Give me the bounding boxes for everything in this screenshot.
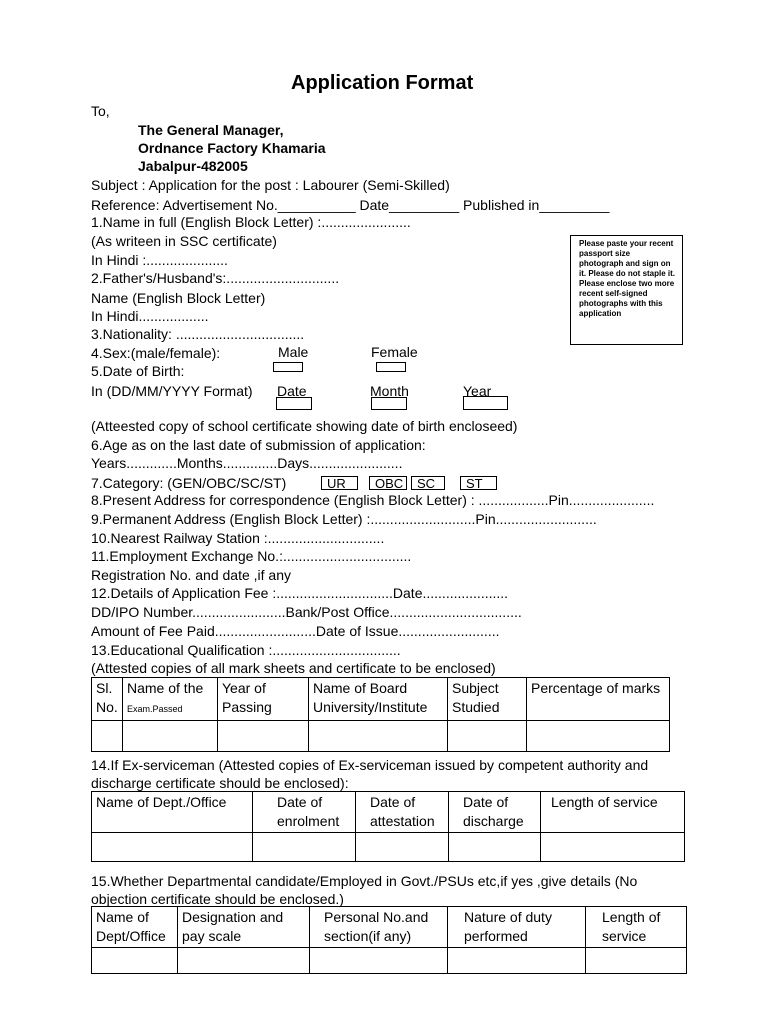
employment-exchange-field: 11.Employment Exchange No.:................................. xyxy=(91,548,412,564)
departmental-candidate-label: 15.Whether Departmental candidate/Employed in Govt./PSUs etc,if yes ,give details (No objection certificate should be enclosed.) xyxy=(91,873,638,907)
table-row[interactable] xyxy=(92,833,685,862)
table-cell[interactable] xyxy=(356,833,449,862)
category-label: 7.Category: (GEN/OBC/SC/ST) xyxy=(91,475,287,491)
railway-station-field: 10.Nearest Railway Station :.............................. xyxy=(91,530,385,546)
category-ur-box[interactable]: UR xyxy=(321,476,358,490)
table-row[interactable] xyxy=(92,721,670,752)
dob-year-label: Year xyxy=(463,383,492,399)
header-year-of-passing: Year of Passing xyxy=(222,680,272,715)
salutation: To, xyxy=(91,103,110,119)
category-st-box[interactable]: ST xyxy=(460,476,497,490)
col-discharge xyxy=(449,792,541,833)
col-board xyxy=(309,678,448,721)
col-subject xyxy=(448,678,527,721)
male-checkbox[interactable] xyxy=(273,362,303,372)
dob-date-box[interactable] xyxy=(276,397,312,410)
registration-field: Registration No. and date ,if any xyxy=(91,567,292,583)
application-fee-field: 12.Details of Application Fee :..............................Date...................... xyxy=(91,585,509,601)
header-enrolment: Date of enrolment xyxy=(277,794,340,829)
header-attestation: Date of attestation xyxy=(370,794,435,829)
col-enrolment xyxy=(253,792,356,833)
table-cell[interactable] xyxy=(92,721,123,752)
header-length-service-2: Length of service xyxy=(602,909,661,944)
header-dept-office: Name of Dept./Office xyxy=(96,794,227,810)
fee-amount-field: Amount of Fee Paid..........................Date of Issue.......................... xyxy=(91,623,500,639)
table-cell[interactable] xyxy=(448,948,586,974)
age-field: Years.............Months..............Days........................ xyxy=(91,455,403,471)
header-name-of-the: Name of the xyxy=(127,680,204,696)
photo-box[interactable] xyxy=(570,235,683,345)
table-cell[interactable] xyxy=(92,833,253,862)
col-sl-no xyxy=(92,678,123,721)
photo-instructions: Please paste your recent passport size photograph and sign on it. Please do not staple it. Please enclose two more recent self-signed photographs with this application xyxy=(579,239,676,318)
header-percentage: Percentage of marks xyxy=(531,680,661,696)
table-cell[interactable] xyxy=(178,948,310,974)
col-dept-office-2 xyxy=(92,907,178,948)
header-discharge: Date of discharge xyxy=(463,794,524,829)
table-cell[interactable] xyxy=(310,948,448,974)
col-designation xyxy=(178,907,310,948)
page-title: Application Format xyxy=(291,72,474,94)
hindi-name-field: In Hindi :..................... xyxy=(91,252,228,268)
father-husband-field: 2.Father's/Husband's:............................. xyxy=(91,270,340,286)
departmental-table xyxy=(91,906,687,974)
header-dept-office-2: Name of Dept/Office xyxy=(96,909,166,944)
dob-label: 5.Date of Birth: xyxy=(91,363,185,379)
address-line-3: Jabalpur-482005 xyxy=(138,158,248,174)
header-exam-passed: Exam.Passed xyxy=(127,704,183,714)
col-nature-duty xyxy=(448,907,586,948)
table-cell[interactable] xyxy=(541,833,685,862)
dob-month-label: Month xyxy=(370,383,409,399)
age-label: 6.Age as on the last date of submission of application: xyxy=(91,437,426,453)
table-cell[interactable] xyxy=(449,833,541,862)
table-cell[interactable] xyxy=(123,721,218,752)
sex-label: 4.Sex:(male/female): xyxy=(91,345,221,361)
category-obc-box[interactable]: OBC xyxy=(369,476,407,490)
name-full-field: 1.Name in full (English Block Letter) :....................... xyxy=(91,214,411,230)
education-label: 13.Educational Qualification :................................. xyxy=(91,642,401,658)
female-label: Female xyxy=(371,344,418,360)
col-exam-name xyxy=(123,678,218,721)
address-line-1: The General Manager, xyxy=(138,122,284,138)
as-written-note: (As writeen in SSC certificate) xyxy=(91,233,277,249)
name-block-label: Name (English Block Letter) xyxy=(91,290,266,306)
col-length-service xyxy=(541,792,685,833)
reference-line: Reference: Advertisement No.__________ Date_________ Published in_________ xyxy=(91,197,610,213)
table-cell[interactable] xyxy=(309,721,448,752)
col-percentage xyxy=(527,678,670,721)
table-row[interactable] xyxy=(92,948,687,974)
table-cell[interactable] xyxy=(218,721,309,752)
col-attestation xyxy=(356,792,449,833)
ddipo-field: DD/IPO Number........................Bank/Post Office.................................. xyxy=(91,604,522,620)
dob-format-label: In (DD/MM/YYYY Format) xyxy=(91,383,253,399)
marks-sheet-note: (Attested copies of all mark sheets and certificate to be enclosed) xyxy=(91,660,496,676)
education-table xyxy=(91,677,670,752)
male-label: Male xyxy=(278,344,309,360)
header-subject: Subject Studied xyxy=(452,680,500,715)
table-cell[interactable] xyxy=(586,948,687,974)
dob-date-label: Date xyxy=(277,383,307,399)
table-cell[interactable] xyxy=(253,833,356,862)
female-checkbox[interactable] xyxy=(376,362,406,372)
header-sl-no: Sl. No. xyxy=(96,680,118,715)
subject-line: Subject : Application for the post : Labourer (Semi-Skilled) xyxy=(91,177,450,193)
hindi-name-field-2: In Hindi.................. xyxy=(91,308,209,324)
table-cell[interactable] xyxy=(448,721,527,752)
dob-year-box[interactable] xyxy=(463,396,508,410)
ex-serviceman-label: 14.If Ex-serviceman (Attested copies of Ex-serviceman issued by competent authority and discharge certificate should be enclosed): xyxy=(91,757,649,791)
col-dept-office xyxy=(92,792,253,833)
table-cell[interactable] xyxy=(527,721,670,752)
header-personal-no: Personal No.and section(if any) xyxy=(324,909,429,944)
col-personal-no xyxy=(310,907,448,948)
school-certificate-note: (Atteested copy of school certificate showing date of birth encloseed) xyxy=(91,418,518,434)
ex-serviceman-table xyxy=(91,791,685,862)
header-designation: Designation and pay scale xyxy=(182,909,284,944)
nationality-field: 3.Nationality: ................................. xyxy=(91,326,305,342)
address-line-2: Ordnance Factory Khamaria xyxy=(138,140,326,156)
col-length-service-2 xyxy=(586,907,687,948)
col-year xyxy=(218,678,309,721)
present-address-field: 8.Present Address for correspondence (English Block Letter) : ..................Pin...................... xyxy=(91,492,655,508)
table-cell[interactable] xyxy=(92,948,178,974)
dob-month-box[interactable] xyxy=(371,397,407,410)
header-nature-duty: Nature of duty performed xyxy=(464,909,552,944)
header-length-service: Length of service xyxy=(551,794,658,810)
category-sc-box[interactable]: SC xyxy=(411,476,445,490)
permanent-address-field: 9.Permanent Address (English Block Letter) :...........................Pin.......................... xyxy=(91,511,597,527)
header-board: Name of Board University/Institute xyxy=(313,680,428,715)
